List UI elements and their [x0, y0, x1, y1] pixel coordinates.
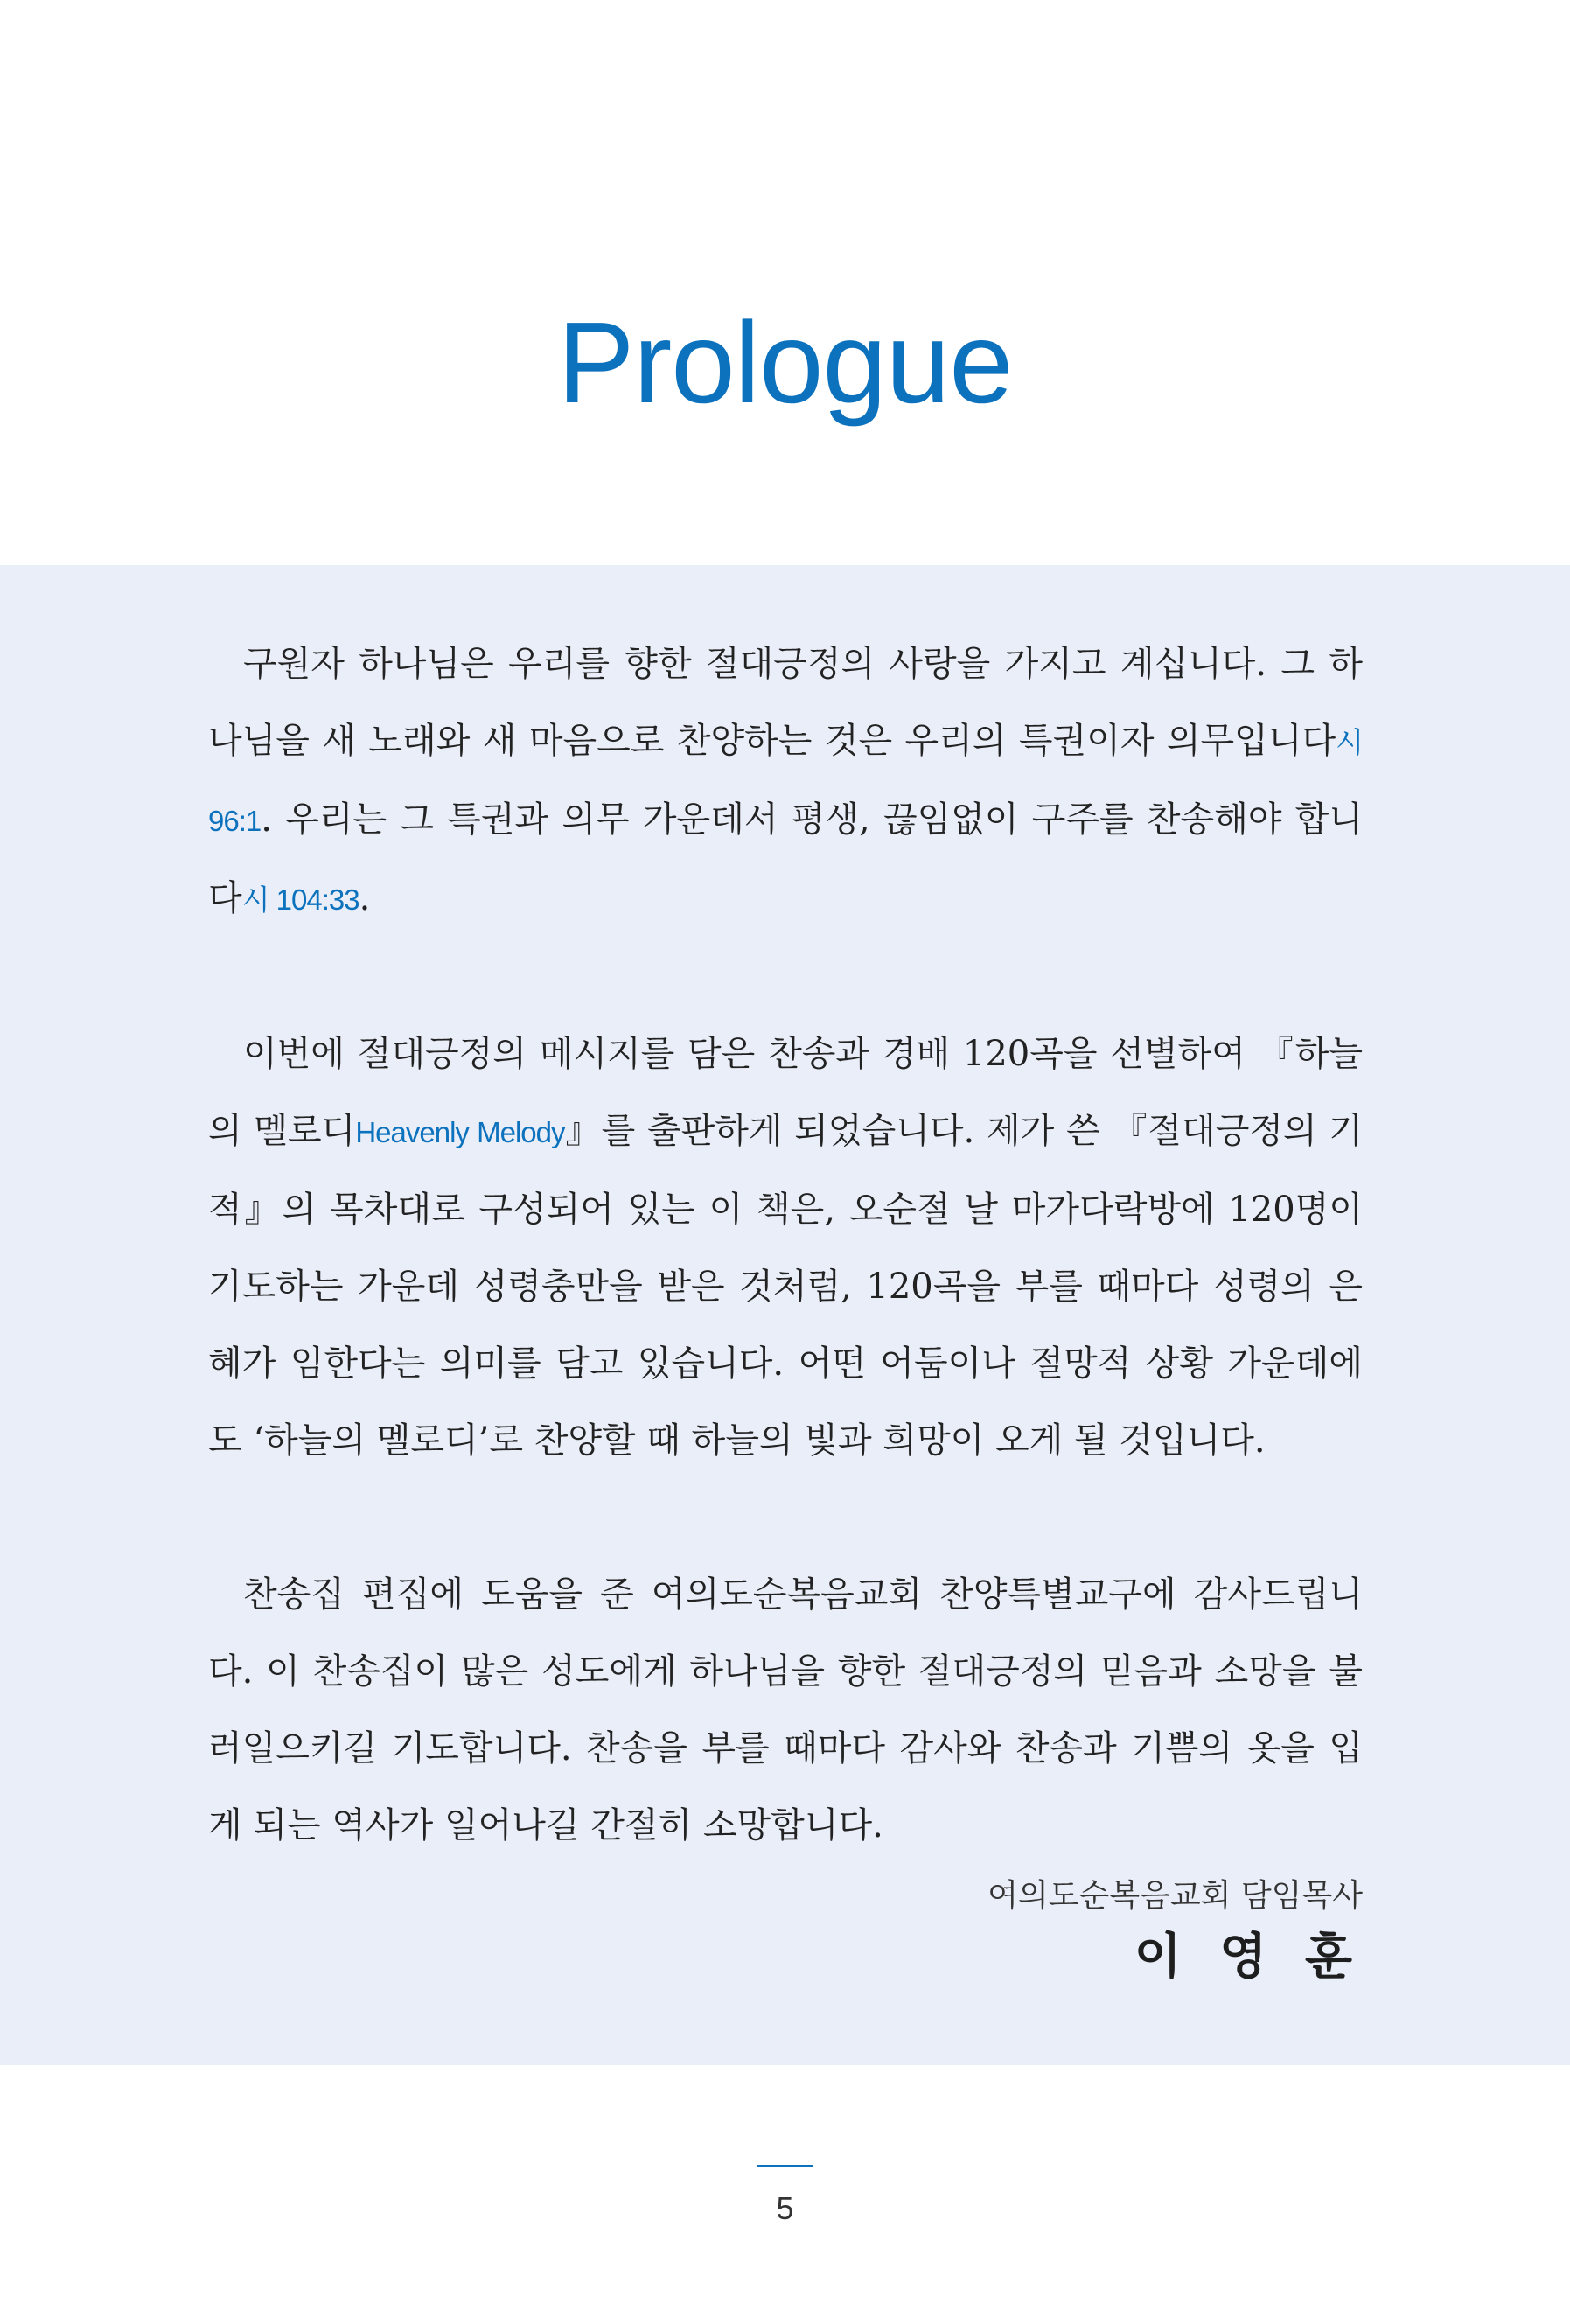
page-number: 5 [776, 2190, 794, 2226]
scripture-reference: 시 96:1 [208, 726, 1363, 837]
paragraph-1-text-a: 구원자 하나님은 우리를 향한 절대긍정의 사랑을 가지고 계십니다. 그 하나님을 새 노래와 새 마음으로 찬양하는 것은 우리의 특권이자 의무입니다 [208, 644, 1363, 761]
signature-name: 이 영 훈 [1134, 1929, 1363, 1986]
prologue-body [208, 625, 1363, 1864]
signature-block [987, 1870, 1363, 1992]
paragraph-1 [208, 625, 1363, 939]
paragraph-2-text-a: 이번에 절대긍정의 메시지를 담은 찬송과 경배 120곡을 선별하여 『하늘의 멜로디 [208, 1034, 1363, 1151]
paragraph-2 [208, 1015, 1363, 1479]
scripture-reference: 시 104:33 [241, 883, 359, 916]
paragraph-1-text-c: . [359, 878, 371, 918]
signature-organization: 여의도순복음교회 담임목사 [987, 1878, 1363, 1914]
page-number-rule [757, 2165, 813, 2167]
paragraph-2-text-b: 』를 출판하게 되었습니다. 제가 쓴 『절대긍정의 기적』의 목차대로 구성되어 있는 이 책은, 오순절 날 마가다락방에 120명이 기도하는 가운데 성령충만을 받은 것처럼, 120곡을 부를 때마다 성령의 은혜가 임한다는 의미를 담고 있습니다. 어떤 어둠이나 절망적 상황 가운데에도 ‘하늘의 멜로디’로 찬양할 때 하늘의 빛과 희망이 오게 될 것입니다. [208, 1111, 1364, 1461]
paragraph-3-text: 찬송집 편집에 도움을 준 여의도순복음교회 찬양특별교구에 감사드립니다. 이 찬송집이 많은 성도에게 하나님을 향한 절대긍정의 믿음과 소망을 불러일으키길 기도합니다. 찬송을 부를 때마다 감사와 찬송과 기쁨의 옷을 입게 되는 역사가 일어나길 간절히 소망합니다. [208, 1574, 1363, 1846]
page-title: Prologue [557, 298, 1013, 427]
paragraph-1-text-b: . 우리는 그 특권과 의무 가운데서 평생, 끊임없이 구주를 찬송해야 합니다 [208, 799, 1363, 918]
english-title: Heavenly Melody [355, 1116, 565, 1148]
paragraph-3 [208, 1556, 1363, 1864]
